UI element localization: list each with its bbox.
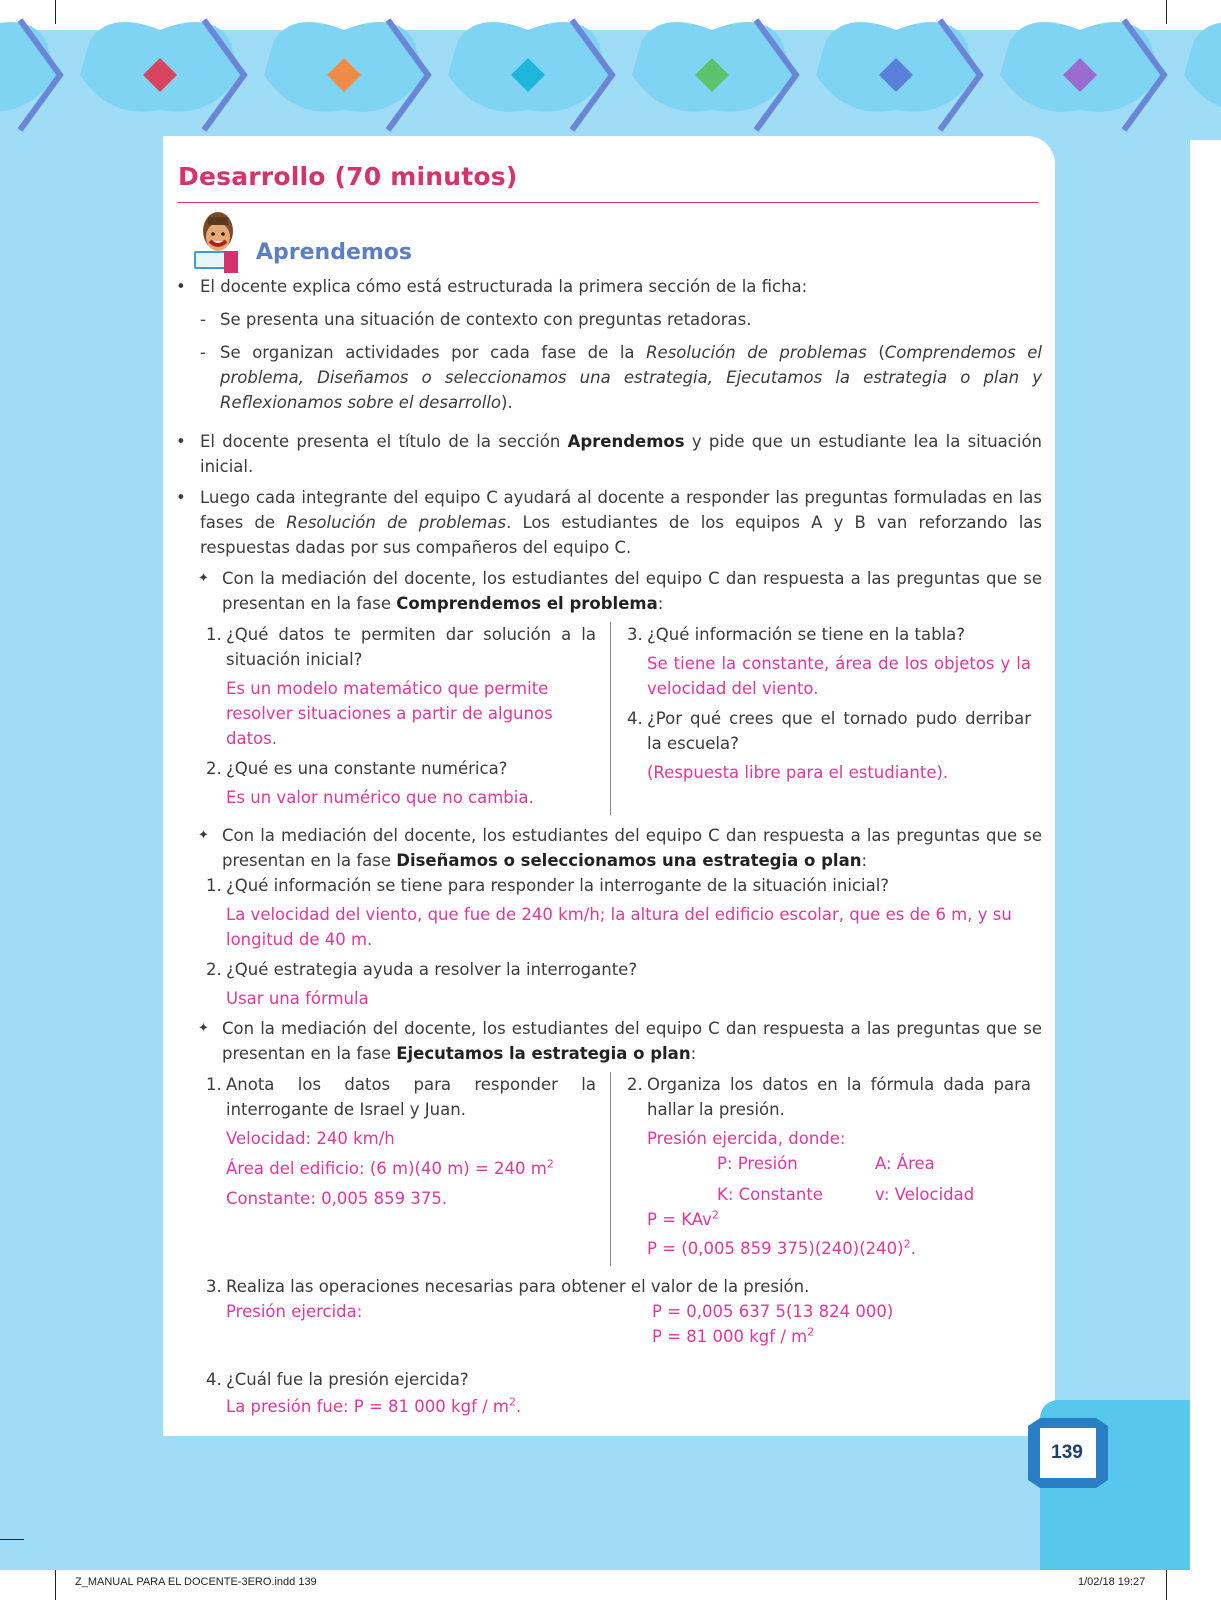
bullet-text-bold: Aprendemos [567,432,685,451]
bullet-text: El docente explica cómo está estructurada la primera sección de la ficha: [200,277,808,296]
question [206,1274,1042,1299]
left-column [206,622,611,815]
question [206,873,1042,898]
student-reading-icon [186,207,244,275]
question-text: ¿Por qué crees que el tornado pudo derribar la escuela? [647,709,1031,753]
phase-intro-text: Con la mediación del docente, los estudiantes del equipo C dan respuesta a las preguntas que se presentan en la fase [222,569,1042,613]
operations-results [652,1299,893,1349]
question-number: 4. [627,709,643,728]
dash-item [176,340,1042,415]
answer-line: Velocidad: 240 km/h [226,1129,395,1148]
question-number: 3. [627,625,643,644]
bullet-item [176,429,1042,479]
title-underline [178,202,1038,203]
operations-label: Presión ejercida: [226,1302,363,1321]
question [206,1072,596,1122]
phase-intro [176,1016,1042,1066]
formula-text: . [910,1239,916,1258]
superscript: 2 [509,1395,516,1409]
question-text: ¿Qué datos te permiten dar solución a la situación inicial? [226,625,596,669]
legend-item: A: Área [875,1154,935,1173]
footer-file: Z_MANUAL PARA EL DOCENTE-3ERO.indd 139 [75,1576,317,1588]
dash-text: ). [501,393,513,412]
question-number: 2. [206,960,222,979]
legend-row [627,1151,1031,1176]
dash-text: Se organizan actividades por cada fase de la [220,343,647,362]
answer: Se tiene la constante, área de los objetos y la velocidad del viento. [647,654,1031,698]
operation-line [652,1324,893,1349]
decorative-header-band [0,0,1221,140]
crop-mark [0,1539,24,1540]
question [627,706,1031,756]
question-text: ¿Cuál fue la presión ejercida? [226,1370,469,1389]
formula-text: P = KAv [647,1210,712,1229]
question-text: Realiza las operaciones necesarias para obtener el valor de la presión. [226,1277,810,1296]
phase3-operations [206,1274,1042,1419]
phase-name: Diseñamos o seleccionamos una estrategia o plan [396,851,862,870]
dash-text: ( [866,343,885,362]
operation-line: P = 0,005 637 5(13 824 000) [652,1302,894,1321]
answer-text: . [516,1397,522,1416]
dash-item [176,307,1042,332]
star-bullet-icon: ✦ [198,828,209,843]
phase-name: Ejecutamos la estrategia o plan [396,1044,691,1063]
superscript: 2 [546,1157,554,1171]
question-text: Organiza los datos en la fórmula dada para hallar la presión. [647,1075,1031,1119]
crop-mark [55,0,56,24]
question-text: ¿Qué estrategia ayuda a resolver la interrogante? [226,960,638,979]
question [206,957,1042,982]
question-number: 4. [206,1370,222,1389]
phase-intro [176,823,1042,873]
question [627,1072,1031,1122]
legend-item: K: Constante [717,1185,823,1204]
phase1-columns [206,622,1042,815]
answer-text: La presión fue: P = 81 000 kgf / m [226,1397,509,1416]
right-column [611,622,1031,815]
bullet-item [176,485,1042,560]
question-number: 2. [627,1075,643,1094]
legend-item: v: Velocidad [875,1185,975,1204]
right-column [611,1072,1031,1266]
bullet-text: Luego cada integrante del equipo C ayudará al docente a responder las preguntas formuladas en las fases de [200,488,1042,532]
superscript: 2 [807,1325,815,1339]
colon: : [690,1044,697,1063]
bullet-text-italic: Resolución de problemas [286,513,507,532]
answer: La velocidad del viento, que fue de 240 km/h; la altura del edificio escolar, que es de 6 m, y su longitud de 40 m. [226,905,1012,949]
star-bullet-icon: ✦ [198,1021,209,1036]
bullet-text: y pide que un estudiante lea la situación inicial. [200,432,1043,476]
question-number: 1. [206,625,222,644]
question [206,756,596,781]
phase-intro [176,566,1042,616]
phase-list-italic: Comprendemos el problema, Diseñamos o seleccionamos una estrategia, Ejecutamos la estrategia o plan y Reflexionamos sobre el desarrollo [220,343,1043,412]
dash-text: Se presenta una situación de contexto con preguntas retadoras. [220,310,752,329]
answer: Es un valor numérico que no cambia. [226,788,534,807]
formula [627,1207,1031,1232]
legend-row [627,1182,1031,1207]
crop-mark [1166,1570,1167,1600]
phase-name: Comprendemos el problema [396,594,658,613]
question-number: 1. [206,1075,222,1094]
question-number: 2. [206,759,222,778]
answer-line [206,1156,596,1181]
colon: : [657,594,664,613]
answer-line: Constante: 0,005 859 375. [226,1189,448,1208]
question-text: ¿Qué información se tiene para responder la interrogante de la situación inicial? [226,876,890,895]
bullet-text: . Los estudiantes de los equipos A y B van reforzando las respuestas dadas por sus compañeros del equipo C. [200,513,1042,557]
left-column [206,1072,611,1266]
crop-mark [1166,0,1167,24]
crop-mark [55,1570,56,1600]
formula [627,1236,1031,1261]
legend-item: P: Presión [717,1154,798,1173]
main-content [176,274,1042,1424]
question-text: ¿Qué es una constante numérica? [226,759,508,778]
section-title: Aprendemos [256,240,413,265]
dash-text-italic: Resolución de problemas [646,343,867,362]
superscript: 2 [711,1208,719,1222]
footer-date: 1/02/18 19:27 [1078,1576,1146,1588]
question-number: 3. [206,1277,222,1296]
star-bullet-icon: ✦ [198,571,209,586]
answer: Es un modelo matemático que permite resolver situaciones a partir de algunos datos. [226,679,553,748]
question [206,1367,1042,1392]
question-text: Anota los datos para responder la interrogante de Israel y Juan. [226,1075,596,1119]
phase-intro-text: Con la mediación del docente, los estudiantes del equipo C dan respuesta a las preguntas que se presentan en la fase [222,1019,1042,1063]
area-text: Área del edificio: (6 m)(40 m) = 240 m [226,1159,547,1178]
formula-text: P = (0,005 859 375)(240)(240) [647,1239,904,1258]
answer [206,1394,1042,1419]
page-title: Desarrollo (70 minutos) [178,162,518,191]
question [627,622,1031,647]
operation-text: P = 81 000 kgf / m [652,1327,808,1346]
phase-intro-text: Con la mediación del docente, los estudiantes del equipo C dan respuesta a las preguntas que se presentan en la fase [222,826,1042,870]
operations-row [206,1299,1042,1349]
answer: (Respuesta libre para el estudiante). [647,763,949,782]
bullet-text: El docente presenta el título de la sección [200,432,568,451]
phase3-columns [206,1072,1042,1266]
answer-line: Presión ejercida, donde: [647,1129,846,1148]
superscript: 2 [903,1237,911,1251]
answer: Usar una fórmula [226,989,369,1008]
dash-mark: - [200,310,206,329]
dash-mark: - [200,343,206,362]
question-text: ¿Qué información se tiene en la tabla? [647,625,966,644]
bullet-item [176,274,1042,299]
colon: : [861,851,868,870]
page-number: 139 [1051,1442,1083,1463]
question-number: 1. [206,876,222,895]
question [206,622,596,672]
phase2-questions [206,873,1042,1011]
